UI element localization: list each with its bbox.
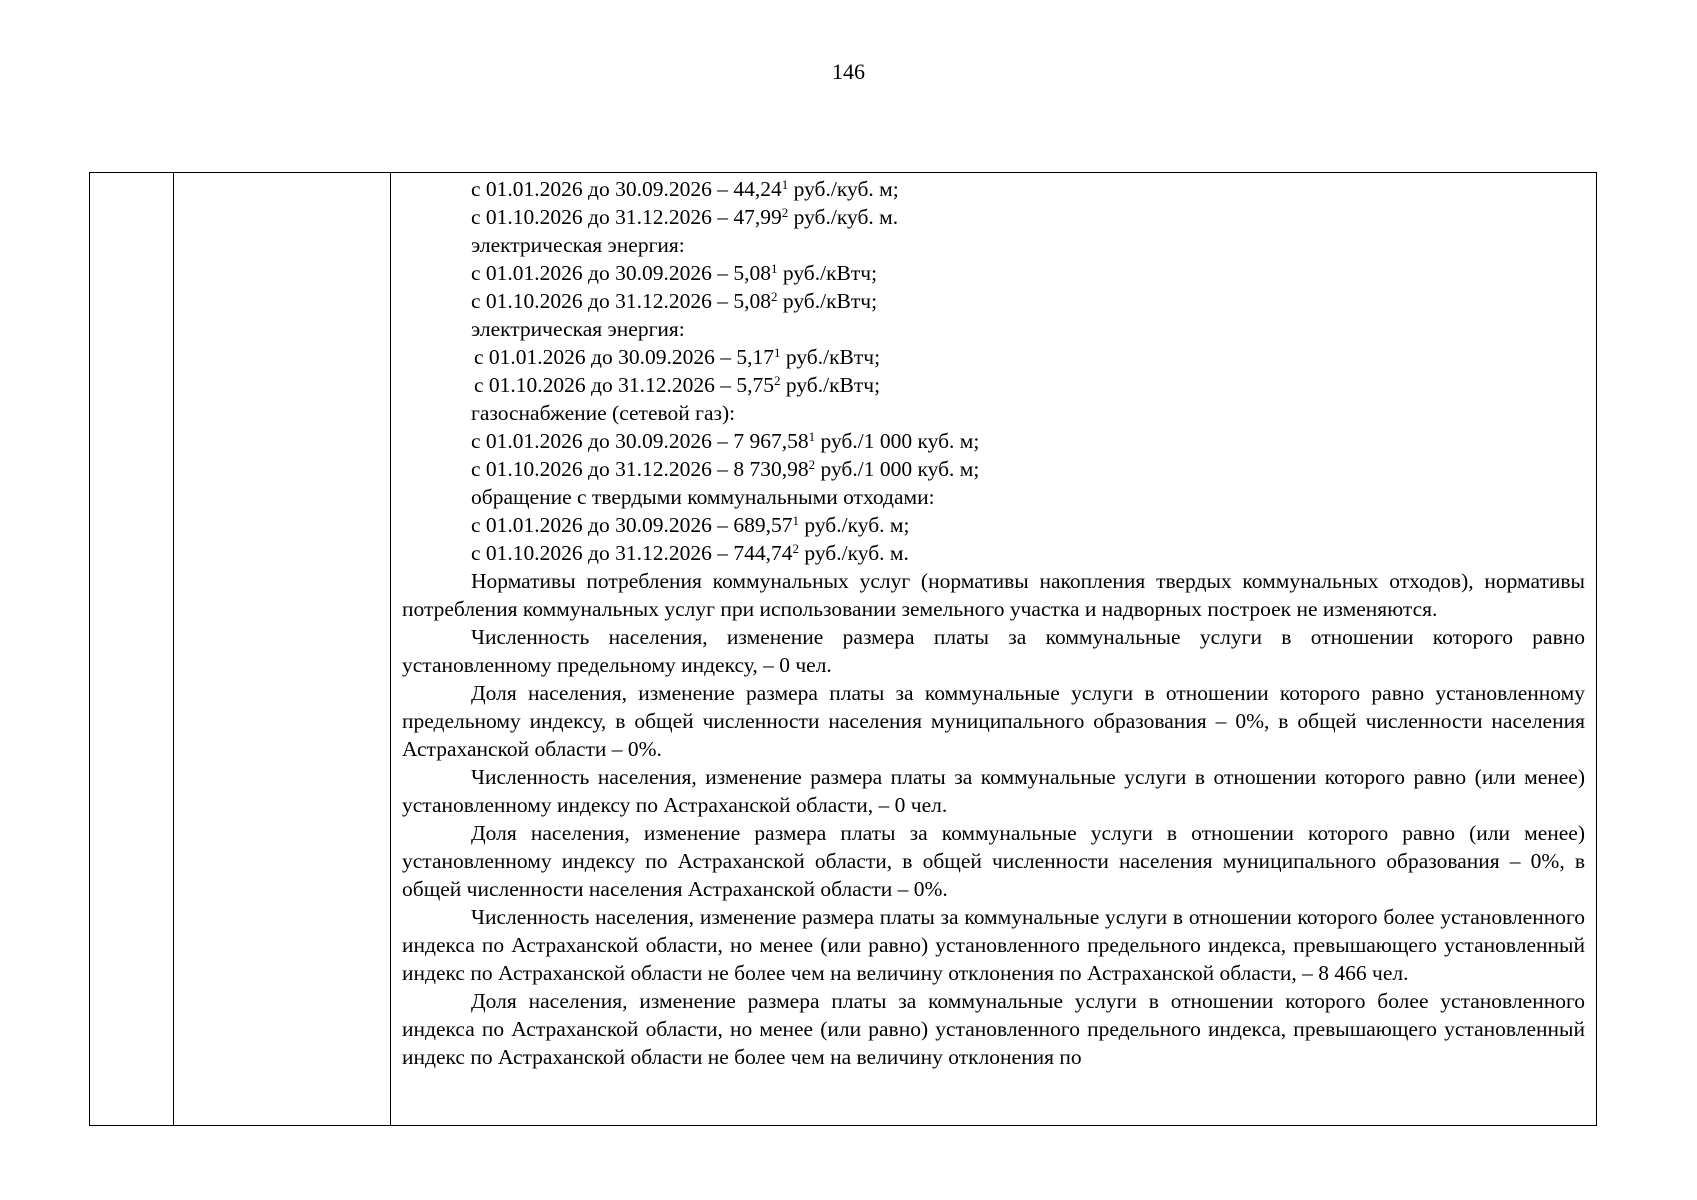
table-cell-name: [174, 173, 391, 1126]
tariff-heading: обращение с твердыми коммунальными отходами:: [471, 485, 935, 509]
tariff-heading: электрическая энергия:: [471, 233, 685, 257]
paragraph: Доля населения, изменение размера платы за коммунальные услуги в отношении которого равно (или менее) установленному индексу по Астраханской области, в общей численности населения муниципального образования – 0%, в общей численности населения Астраханской области – 0%.: [402, 821, 1585, 901]
paragraph: Численность населения, изменение размера платы за коммунальные услуги в отношении которого более установленного индекса по Астраханской области, но менее (или равно) установленного предельного индекса, превышающего установленный индекс по Астраханской области не более чем на величину отклонения по Астраханской области, – 8 466 чел.: [402, 905, 1585, 985]
document-table: [89, 172, 1597, 1126]
tariff-line: с 01.01.2026 до 30.09.2026 – 5,08$^1$ руб./кВтч;: [471, 261, 878, 285]
table-row: [90, 173, 1597, 1126]
paragraph: Численность населения, изменение размера платы за коммунальные услуги в отношении которого равно установленному предельному индексу, – 0 чел.: [402, 625, 1585, 677]
tariff-heading: газоснабжение (сетевой газ):: [471, 401, 736, 425]
tariff-line: с 01.01.2026 до 30.09.2026 – 689,57$^1$ руб./куб. м;: [471, 513, 910, 537]
content-text: [391, 173, 1596, 1125]
table-cell-number: [90, 173, 174, 1126]
paragraph: Доля населения, изменение размера платы за коммунальные услуги в отношении которого равно установленному предельному индексу, в общей численности населения муниципального образования – 0%, в общей численности населения Астраханской области – 0%.: [402, 681, 1585, 761]
table-cell-content: [391, 173, 1597, 1126]
tariff-line: с 01.10.2026 до 31.12.2026 – 5,75$^2$ руб./кВтч;: [474, 373, 881, 397]
tariff-line: с 01.10.2026 до 31.12.2026 – 5,08$^2$ руб./кВтч;: [471, 289, 878, 313]
tariff-line: с 01.10.2026 до 31.12.2026 – 47,99$^2$ руб./куб. м.: [471, 205, 899, 229]
tariff-line: с 01.01.2026 до 30.09.2026 – 44,24$^1$ руб./куб. м;: [471, 177, 899, 201]
page-number: 146: [832, 59, 865, 84]
paragraph: Доля населения, изменение размера платы за коммунальные услуги в отношении которого более установленного индекса по Астраханской области, но менее (или равно) установленного предельного индекса, превышающего установленный индекс по Астраханской области не более чем на величину отклонения по: [402, 989, 1585, 1069]
tariff-line: с 01.01.2026 до 30.09.2026 – 5,17$^1$ руб./кВтч;: [474, 345, 881, 369]
paragraph: Численность населения, изменение размера платы за коммунальные услуги в отношении которого равно (или менее) установленному индексу по Астраханской области, – 0 чел.: [402, 765, 1585, 817]
paragraph: Нормативы потребления коммунальных услуг (нормативы накопления твердых коммунальных отходов), нормативы потребления коммунальных услуг при использовании земельного участка и надворных построек не изменяются.: [402, 569, 1585, 621]
tariff-line: с 01.10.2026 до 31.12.2026 – 744,74$^2$ руб./куб. м.: [471, 541, 909, 565]
tariff-line: с 01.01.2026 до 30.09.2026 – 7 967,58$^1$ руб./1 000 куб. м;: [471, 429, 980, 453]
tariff-line: с 01.10.2026 до 31.12.2026 – 8 730,98$^2$ руб./1 000 куб. м;: [471, 457, 980, 481]
tariff-heading: электрическая энергия:: [471, 317, 685, 341]
